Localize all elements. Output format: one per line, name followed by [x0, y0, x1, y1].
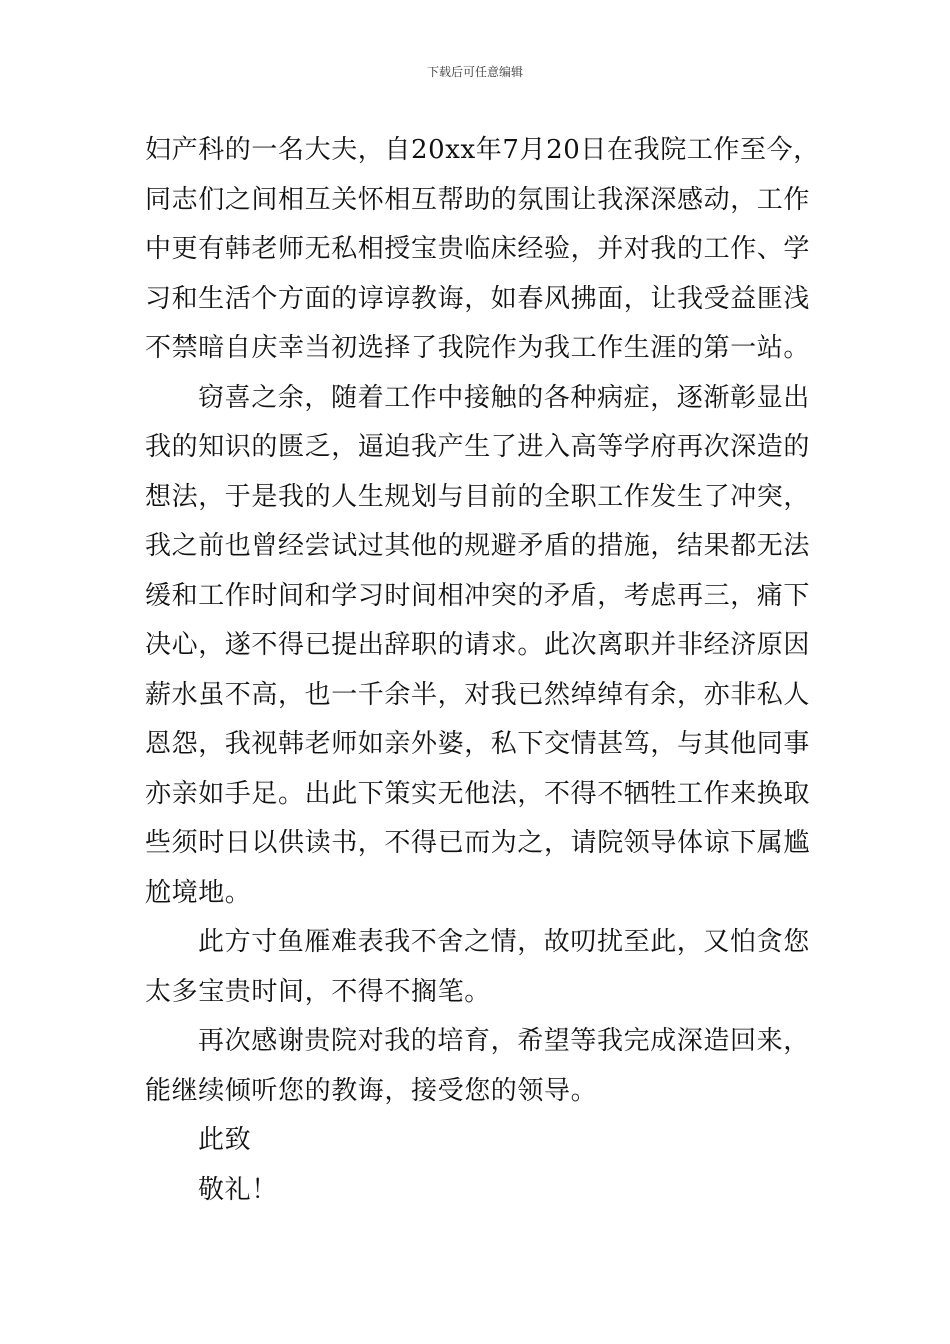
- text-line: 能继续倾听您的教诲，接受您的领导。: [145, 1075, 598, 1106]
- paragraph-start-line: 窃喜之余，随着工作中接触的各种病症，逐渐彰显出: [198, 382, 810, 413]
- text-line: 薪水虽不高，也一千余半，对我已然绰绰有余，亦非私人: [145, 679, 811, 710]
- closing-salutation: 此致: [198, 1125, 252, 1155]
- letter-body: [145, 126, 820, 1215]
- text-line: 中更有韩老师无私相授宝贵临床经验，并对我的工作、学: [145, 234, 811, 264]
- text-line: 妇产科的一名大夫，自20xx年7月20日在我院工作至今，: [145, 135, 820, 165]
- text-line: 缓和工作时间和学习时间相冲突的矛盾，考虑再三，痛下: [145, 580, 811, 611]
- text-line: 同志们之间相互关怀相互帮助的氛围让我深深感动，工作: [145, 184, 811, 215]
- text-line: 决心，遂不得已提出辞职的请求。此次离职并非经济原因: [145, 630, 811, 660]
- closing-regards: 敬礼！: [198, 1174, 278, 1205]
- paragraph-start-line: 再次感谢贵院对我的培育，希望等我完成深造回来，: [198, 1026, 810, 1056]
- text-line: 尬境地。: [145, 877, 252, 908]
- text-line: 习和生活个方面的谆谆教诲，如春风拂面，让我受益匪浅: [145, 283, 811, 314]
- text-line: 想法，于是我的人生规划与目前的全职工作发生了冲突，: [145, 481, 811, 512]
- text-line: 我的知识的匮乏，逼迫我产生了进入高等学府再次深造的: [145, 432, 811, 462]
- text-line: 太多宝贵时间，不得不搁笔。: [145, 976, 491, 1007]
- text-line: 恩怨，我视韩老师如亲外婆，私下交情甚笃，与其他同事: [145, 729, 811, 759]
- text-line: 些须时日以供读书，不得已而为之，请院领导体谅下属尴: [145, 828, 811, 858]
- text-line: 我之前也曾经尝试过其他的规避矛盾的措施，结果都无法: [145, 531, 811, 561]
- paragraph-start-line: 此方寸鱼雁难表我不舍之情，故叨扰至此，又怕贪您: [198, 927, 810, 957]
- text-line: 不禁暗自庆幸当初选择了我院作为我工作生涯的第一站。: [145, 333, 811, 363]
- page-header: 下载后可任意编辑: [426, 65, 523, 79]
- text-line: 亦亲如手足。出此下策实无他法，不得不牺牲工作来换取: [145, 778, 811, 809]
